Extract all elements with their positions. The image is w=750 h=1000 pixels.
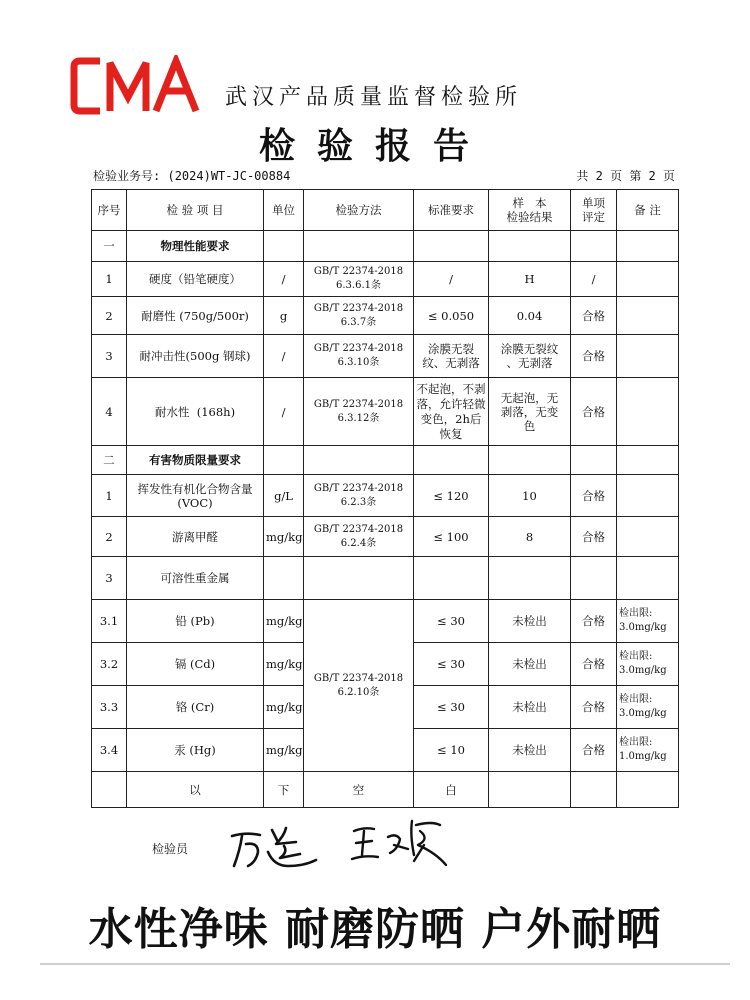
header-standard: 标准要求 xyxy=(414,190,489,231)
row-result-line1: 无起泡，无 xyxy=(500,390,559,405)
row-standard-line1: 涂膜无裂 xyxy=(428,342,474,356)
org-name: 武汉产品质量监督检验所 xyxy=(225,85,523,110)
page-counter: 共 2 页 第 2 页 xyxy=(576,169,675,183)
product-slogan: 水性净味 耐磨防晒 户外耐晒 xyxy=(88,904,662,955)
row-no: 3 xyxy=(92,335,127,378)
row-unit: / xyxy=(264,262,304,297)
row-standard: 不起泡，不剥落，允许轻微变色，2h后恢复 xyxy=(414,378,489,446)
row-item: 铅 (Pb) xyxy=(127,600,264,643)
row-unit xyxy=(264,557,304,600)
table-row xyxy=(92,262,679,297)
task-number-value: (2024)WT-JC-00884 xyxy=(167,169,291,183)
header-method: 检验方法 xyxy=(304,190,414,231)
header-judge xyxy=(571,190,617,231)
row-judge xyxy=(571,557,617,600)
bottom-divider xyxy=(40,963,730,965)
task-number xyxy=(93,167,290,184)
row-unit: mg/kg xyxy=(264,643,304,686)
report-title: 检验报告 xyxy=(258,126,491,167)
row-remark-label: 检出限: xyxy=(619,608,653,619)
row-remark-label: 检出限: xyxy=(619,737,653,748)
header-result-bottom: 检验结果 xyxy=(506,210,553,224)
row-no: 3 xyxy=(92,557,127,600)
row-result-line2: 剥落，无变 xyxy=(500,404,559,419)
row-result: H xyxy=(489,262,571,297)
row-method-code: GB/T 22374-2018 xyxy=(313,523,404,535)
row-item: 耐磨性 (750g/500r) xyxy=(127,297,264,335)
row-method xyxy=(304,297,414,335)
row-item: 铬 (Cr) xyxy=(127,686,264,729)
row-remark xyxy=(617,643,679,686)
row-result: 未检出 xyxy=(489,600,571,643)
row-result: 0.04 xyxy=(489,297,571,335)
row-method-code: GB/T 22374-2018 xyxy=(313,398,404,410)
row-judge: / xyxy=(571,262,617,297)
blank-marker-1: 以 xyxy=(127,772,264,808)
blank-marker-row xyxy=(92,772,679,808)
table-row xyxy=(92,600,679,643)
inspection-table xyxy=(91,189,679,808)
row-no: 3.3 xyxy=(92,686,127,729)
row-method xyxy=(304,475,414,517)
row-result: 10 xyxy=(489,475,571,517)
task-number-label: 检验业务号: xyxy=(93,169,161,183)
row-remark xyxy=(617,729,679,772)
row-unit: mg/kg xyxy=(264,600,304,643)
row-item-line1: 挥发性有机化合物含量 xyxy=(137,481,253,496)
row-method-code: GB/T 22374-2018 xyxy=(313,266,404,277)
row-unit: g xyxy=(264,297,304,335)
row-standard: ≤ 10 xyxy=(414,729,489,772)
row-unit: / xyxy=(264,335,304,378)
section-title: 物理性能要求 xyxy=(127,231,264,262)
header-no: 序号 xyxy=(92,190,127,231)
row-method xyxy=(304,557,414,600)
row-no: 2 xyxy=(92,517,127,557)
row-item: 游离甲醛 xyxy=(127,517,264,557)
inspector-signature-1 xyxy=(228,822,323,872)
row-remark-value: 3.0mg/kg xyxy=(619,622,667,633)
row-result: 8 xyxy=(489,517,571,557)
metal-method-code: GB/T 22374-2018 xyxy=(313,672,404,684)
row-standard: ≤ 30 xyxy=(414,600,489,643)
row-remark xyxy=(617,686,679,729)
row-judge: 合格 xyxy=(571,335,617,378)
row-judge: 合格 xyxy=(571,686,617,729)
table-row xyxy=(92,517,679,557)
header-result xyxy=(489,190,571,231)
row-method-clause: 6.3.12条 xyxy=(337,412,380,424)
section-row xyxy=(92,446,679,475)
row-method-clause: 6.2.3条 xyxy=(340,496,377,508)
row-remark-label: 检出限: xyxy=(619,651,653,662)
table-row xyxy=(92,475,679,517)
blank-marker-3: 空 xyxy=(304,772,414,808)
header-remark: 备 注 xyxy=(617,190,679,231)
table-row xyxy=(92,297,679,335)
row-remark xyxy=(617,557,679,600)
header-judge-top: 单项 xyxy=(582,196,605,210)
row-remark-value: 3.0mg/kg xyxy=(619,665,667,676)
row-result xyxy=(489,378,571,446)
row-method-clause: 6.3.7条 xyxy=(340,316,377,328)
row-no: 4 xyxy=(92,378,127,446)
row-no: 3.4 xyxy=(92,729,127,772)
row-remark xyxy=(617,517,679,557)
row-result-line2: 、无剥落 xyxy=(506,356,553,370)
table-row xyxy=(92,335,679,378)
row-unit: mg/kg xyxy=(264,729,304,772)
row-unit: mg/kg xyxy=(264,686,304,729)
row-result: 未检出 xyxy=(489,686,571,729)
section-no: 一 xyxy=(92,231,127,262)
table-row xyxy=(92,557,679,600)
row-result xyxy=(489,335,571,378)
section-no: 二 xyxy=(92,446,127,475)
row-no: 1 xyxy=(92,475,127,517)
section-row xyxy=(92,231,679,262)
row-no: 3.2 xyxy=(92,643,127,686)
row-result xyxy=(489,557,571,600)
row-remark xyxy=(617,297,679,335)
row-judge: 合格 xyxy=(571,297,617,335)
row-method xyxy=(304,517,414,557)
row-standard: ≤ 30 xyxy=(414,643,489,686)
row-remark-label: 检出限: xyxy=(619,694,653,705)
row-method-code: GB/T 22374-2018 xyxy=(313,482,404,494)
row-method-code: GB/T 22374-2018 xyxy=(313,302,404,314)
row-method-clause: 6.3.6.1条 xyxy=(336,280,381,291)
row-no: 3.1 xyxy=(92,600,127,643)
row-remark xyxy=(617,600,679,643)
metal-method-clause: 6.2.10条 xyxy=(337,686,380,698)
row-standard: ≤ 100 xyxy=(414,517,489,557)
table-row xyxy=(92,378,679,446)
row-standard xyxy=(414,557,489,600)
row-method xyxy=(304,262,414,297)
row-judge: 合格 xyxy=(571,600,617,643)
row-method-clause: 6.3.10条 xyxy=(337,357,380,368)
row-standard: ≤ 0.050 xyxy=(414,297,489,335)
row-item: 耐冲击性(500g 钢球) xyxy=(127,335,264,378)
row-no: 2 xyxy=(92,297,127,335)
row-item: 汞 (Hg) xyxy=(127,729,264,772)
inspector-signature-2 xyxy=(350,815,450,870)
row-unit: g/L xyxy=(264,475,304,517)
blank-marker-4: 白 xyxy=(414,772,489,808)
cma-logo xyxy=(70,55,205,117)
inspector-label: 检验员 xyxy=(152,842,189,856)
row-method-clause: 6.2.4条 xyxy=(340,537,377,549)
row-standard: ≤ 120 xyxy=(414,475,489,517)
row-remark xyxy=(617,335,679,378)
row-unit: / xyxy=(264,378,304,446)
row-result: 未检出 xyxy=(489,643,571,686)
section-title: 有害物质限量要求 xyxy=(127,446,264,475)
row-judge: 合格 xyxy=(571,729,617,772)
row-judge: 合格 xyxy=(571,475,617,517)
row-result: 未检出 xyxy=(489,729,571,772)
row-method-code: GB/T 22374-2018 xyxy=(313,343,404,354)
row-method xyxy=(304,378,414,446)
row-remark xyxy=(617,262,679,297)
header-unit: 单位 xyxy=(264,190,304,231)
row-standard: ≤ 30 xyxy=(414,686,489,729)
row-remark xyxy=(617,475,679,517)
row-standard xyxy=(414,335,489,378)
row-judge: 合格 xyxy=(571,643,617,686)
header-result-top: 样 本 xyxy=(512,196,547,210)
header-judge-bottom: 评定 xyxy=(582,210,605,224)
row-method xyxy=(304,335,414,378)
row-remark-value: 1.0mg/kg xyxy=(619,751,667,762)
row-item: 耐水性 (168h) xyxy=(127,378,264,446)
row-result-line3: 色 xyxy=(523,418,536,433)
row-result-line1: 涂膜无裂纹 xyxy=(500,342,559,356)
table-header-row xyxy=(92,190,679,231)
metal-method xyxy=(304,600,414,772)
row-no: 1 xyxy=(92,262,127,297)
header-item: 检 验 项 目 xyxy=(127,190,264,231)
row-remark-value: 3.0mg/kg xyxy=(619,708,667,719)
row-unit: mg/kg xyxy=(264,517,304,557)
row-item: 硬度（铅笔硬度） xyxy=(127,262,264,297)
row-standard-line2: 纹、无剥落 xyxy=(422,356,480,370)
row-item-line2: (VOC) xyxy=(177,495,213,510)
row-judge: 合格 xyxy=(571,517,617,557)
row-standard: / xyxy=(414,262,489,297)
row-judge: 合格 xyxy=(571,378,617,446)
row-item xyxy=(127,475,264,517)
row-item: 镉 (Cd) xyxy=(127,643,264,686)
cma-logo-mark xyxy=(74,61,196,111)
row-item: 可溶性重金属 xyxy=(127,557,264,600)
row-remark xyxy=(617,378,679,446)
blank-marker-2: 下 xyxy=(264,772,304,808)
